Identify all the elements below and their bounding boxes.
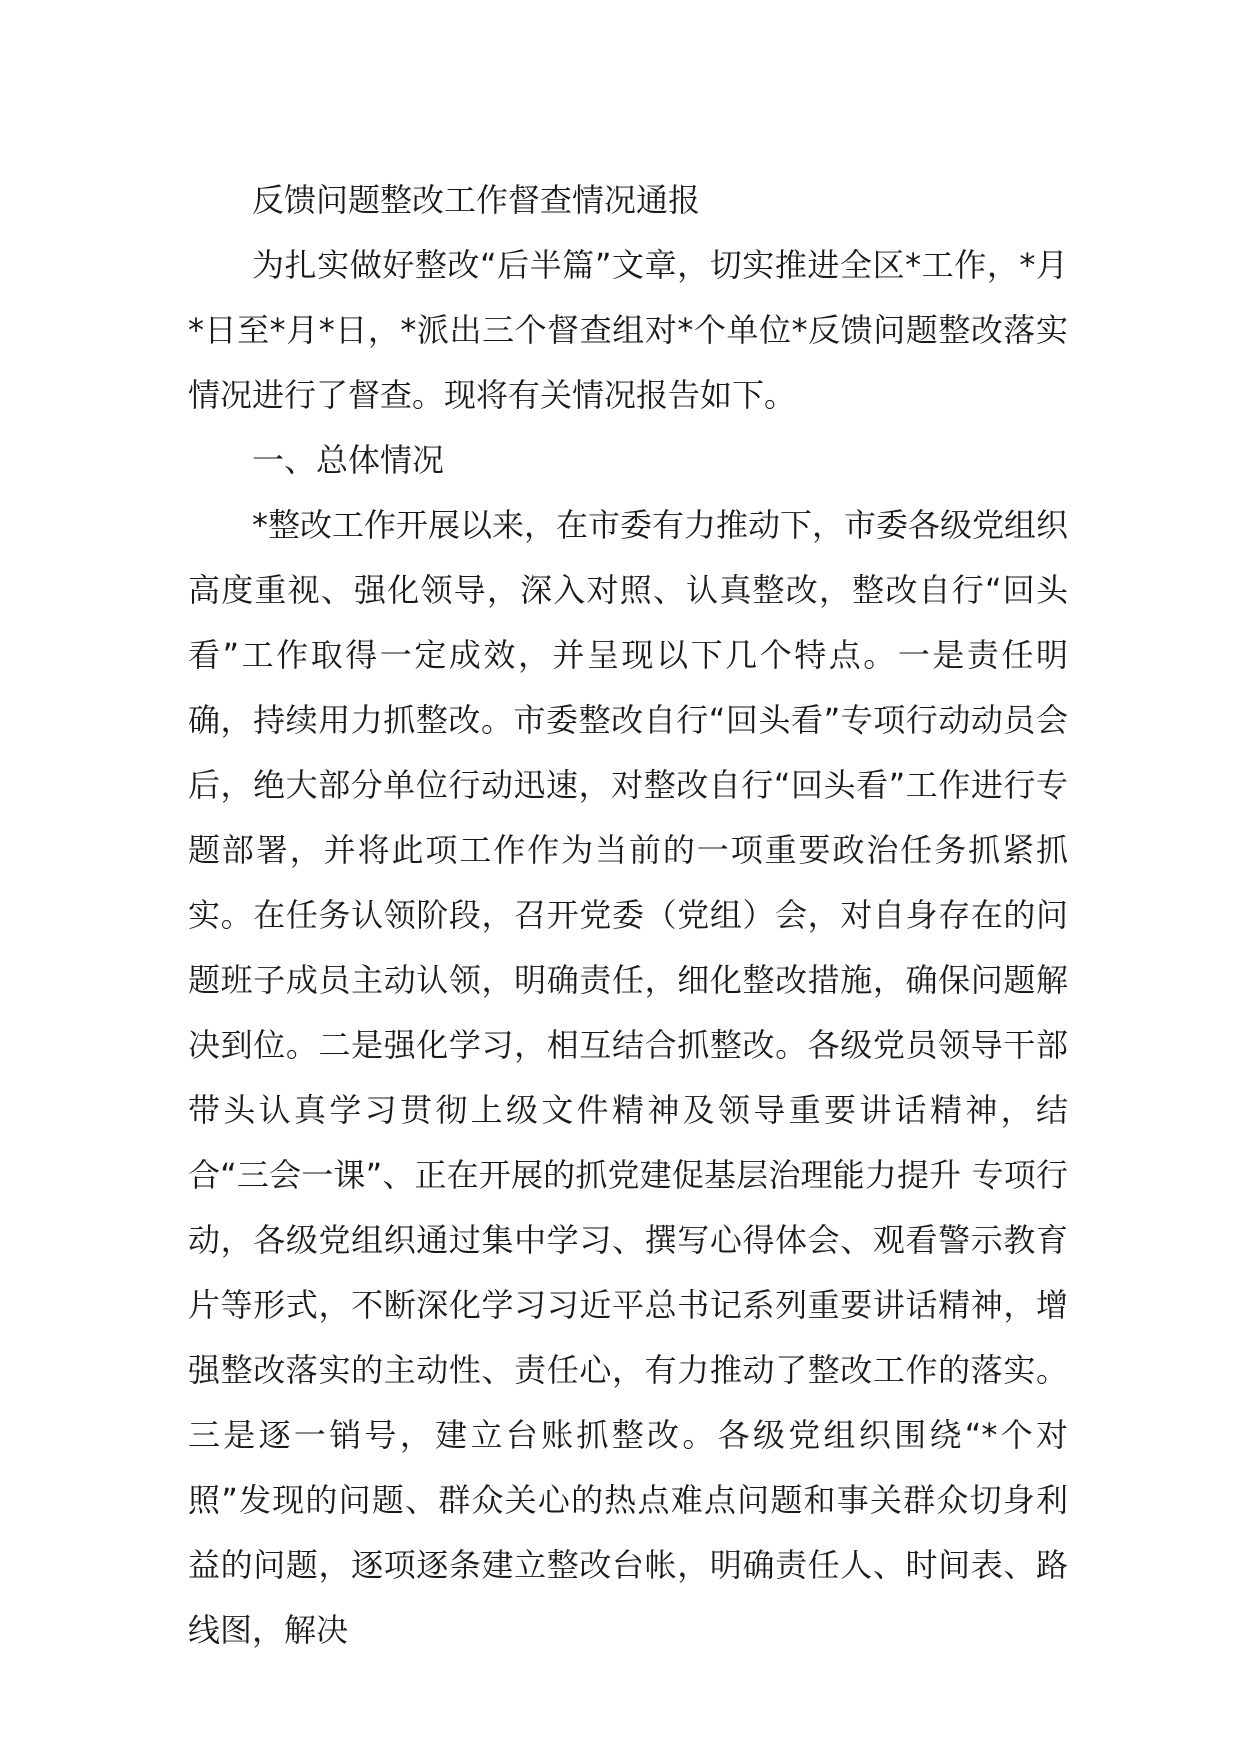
intro-paragraph: 为扎实做好整改“后半篇”文章，切实推进全区*工作，*月*日至*月*日，*派出三个督查组对*个单位*反馈问题整改落实情况进行了督查。现将有关情况报告如下。 bbox=[188, 246, 1068, 414]
document-title: 反馈问题整改工作督查情况通报 bbox=[252, 181, 701, 219]
section-paragraph: *整改工作开展以来，在市委有力推动下，市委各级党组织高度重视、强化领导，深入对照、认真整改，整改自行“回头看”工作取得一定成效，并呈现以下几个特点。一是责任明确，持续用力抓整改。市委整改自行“回头看”专项行动动员会后，绝大部分单位行动迅速，对整改自行“回头看”工作进行专题部署，并将此项工作作为当前的一项重要政治任务抓紧抓实。在任务认领阶段，召开党委（党组）会，对自身存在的问题班子成员主动认领，明确责任，细化整改措施，确保问题解决到位。二是强化学习，相互结合抓整改。各级党员领导干部带头认真学习贯彻上级文件精神及领导重要讲话精神，结合“三会一课”、正在开展的抓党建促基层治理能力提升 专项行动，各级党组织通过集中学习、撰写心得体会、观看警示教育片等形式，不断深化学习习近平总书记系列重要讲话精神，增强整改落实的主动性、责任心，有力推动了整改工作的落实。三是逐一销号，建立台账抓整改。各级党组织围绕“*个对照”发现的问题、群众关心的热点难点问题和事关群众切身利益的问题，逐项逐条建立整改台帐，明确责任人、时间表、路线图，解决 bbox=[188, 506, 1069, 1649]
section-heading: 一、总体情况 bbox=[252, 441, 445, 479]
document-body bbox=[188, 168, 1068, 1663]
